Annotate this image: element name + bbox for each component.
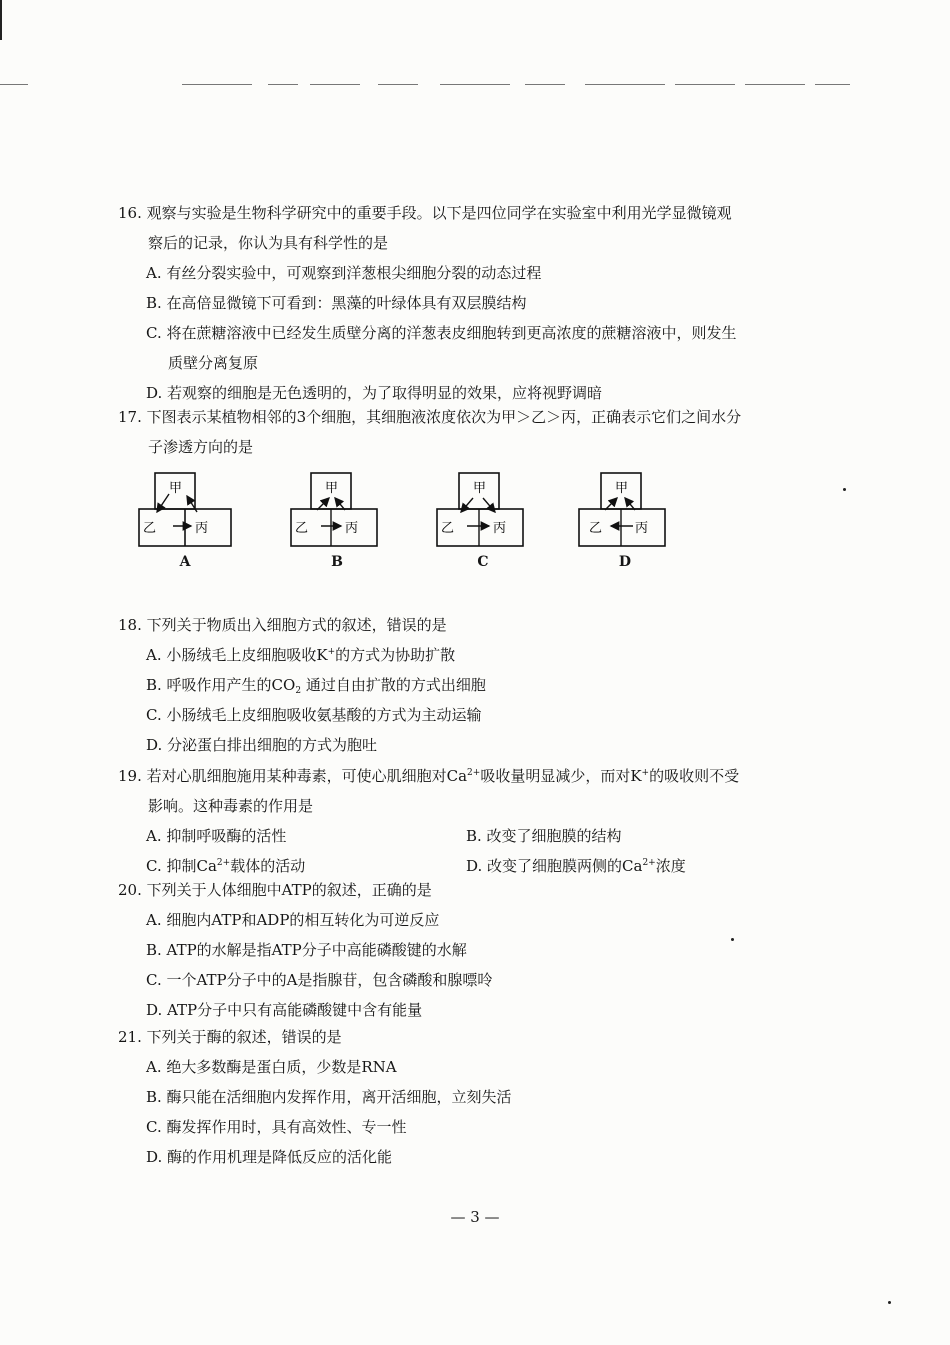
q16-option-c-line1: C. 将在蔗糖溶液中已经发生质壁分离的洋葱表皮细胞转到更高浓度的蔗糖溶液中，则发生 [146,324,737,342]
q17-stem-line2: 子渗透方向的是 [148,438,254,456]
q21-option-b: B. 酶只能在活细胞内发挥作用，离开活细胞，立刻失活 [146,1088,512,1106]
q19-options-row1 [118,821,818,851]
q16-stem-line1: 16. 观察与实验是生物科学研究中的重要手段。以下是四位同学在实验室中利用光学显微镜观 [118,204,732,222]
c-cell-bing: 丙 [493,521,507,536]
q18-b-text: B. 呼吸作用产生的CO [146,676,296,694]
question-18 [118,610,818,760]
scan-speck [731,938,734,941]
diagram-d [575,470,675,580]
b-cell-yi: 乙 [295,521,309,536]
q19-c-text: C. 抑制Ca [146,857,217,875]
q18-a-text: A. 小肠绒毛上皮细胞吸收K [146,646,328,664]
q20-option-b: B. ATP的水解是指ATP分子中高能磷酸键的水解 [146,941,467,959]
diagram-a-cells [135,470,235,550]
q21-option-a: A. 绝大多数酶是蛋白质，少数是RNA [146,1058,397,1076]
c-cell-yi: 乙 [441,521,455,536]
diagram-b-label: B [331,554,343,570]
diagram-a-label: A [179,554,191,570]
q19-stem-sup: 2+ [467,768,481,778]
a-cell-jia: 甲 [169,481,183,496]
q19-d-text-end: 浓度 [655,857,686,875]
b-cell-jia: 甲 [325,481,339,496]
q19-stem-text: 19. 若对心肌细胞施用某种毒素，可使心肌细胞对Ca [118,767,468,785]
q19-d-text: D. 改变了细胞膜两侧的Ca [466,857,643,875]
q19-c-sup: 2+ [216,858,231,868]
q21-option-c: C. 酶发挥作用时，具有高效性、专一性 [146,1118,407,1136]
page-number: — 3 — [450,1208,500,1226]
c-cell-jia: 甲 [473,481,487,496]
q18-a-text-end: 的方式为协助扩散 [335,646,456,664]
question-21 [118,1022,818,1172]
q19-d-sup: 2+ [642,858,656,868]
diagram-c-cells [433,470,533,550]
a-cell-yi: 乙 [143,521,157,536]
q18-option-c: C. 小肠绒毛上皮细胞吸收氨基酸的方式为主动运输 [146,706,482,724]
scan-speck [843,488,846,491]
q18-stem: 18. 下列关于物质出入细胞方式的叙述，错误的是 [118,616,447,634]
q17-stem-line1: 17. 下图表示某植物相邻的3个细胞，其细胞液浓度依次为甲＞乙＞丙，正确表示它们之间水分 [118,408,742,426]
q16-option-c-line2: 质壁分离复原 [168,354,259,372]
d-cell-bing: 丙 [635,521,649,536]
q19-stem-mid: 吸收量明显减少，而对K [480,767,642,785]
a-cell-bing: 丙 [195,521,209,536]
q20-stem: 20. 下列关于人体细胞中ATP的叙述，正确的是 [118,881,432,899]
diagram-c-label: C [477,554,489,570]
diagram-b-cells [287,470,387,550]
q19-option-a: A. 抑制呼吸酶的活性 [146,827,287,845]
diagram-c [433,470,533,580]
b-cell-bing: 丙 [345,521,359,536]
q19-stem-sup2: + [641,768,650,778]
q18-option-b [118,670,818,700]
q16-option-d: D. 若观察的细胞是无色透明的，为了取得明显的效果，应将视野调暗 [146,384,603,402]
question-17 [118,402,818,462]
q21-stem: 21. 下列关于酶的叙述，错误的是 [118,1028,342,1046]
q19-stem-end: 的吸收则不受 [649,767,740,785]
question-19 [118,761,818,881]
scan-speck [888,1301,891,1304]
q16-option-b: B. 在高倍显微镜下可看到：黑藻的叶绿体具有双层膜结构 [146,294,527,312]
q20-option-d: D. ATP分子中只有高能磷酸键中含有能量 [146,1001,423,1019]
q20-option-c: C. 一个ATP分子中的A是指腺苷，包含磷酸和腺嘌呤 [146,971,493,989]
diagram-d-cells [575,470,675,550]
q19-c-text-end: 载体的活动 [230,857,306,875]
q18-b-sub: 2 [295,686,302,696]
q18-a-sup: + [327,647,336,657]
question-16 [118,198,818,408]
diagram-d-label: D [618,554,632,570]
q19-stem-line1 [118,761,818,791]
d-cell-yi: 乙 [589,521,603,536]
q16-option-a: A. 有丝分裂实验中，可观察到洋葱根尖细胞分裂的动态过程 [146,264,542,282]
q17-diagrams [135,470,695,580]
q20-option-a: A. 细胞内ATP和ADP的相互转化为可逆反应 [146,911,440,929]
q16-stem-line2: 察后的记录，你认为具有科学性的是 [148,234,389,252]
q21-option-d: D. 酶的作用机理是降低反应的活化能 [146,1148,393,1166]
q19-stem-line2: 影响。这种毒素的作用是 [148,797,314,815]
d-cell-jia: 甲 [615,481,629,496]
q18-option-a [118,640,818,670]
q18-b-text-end: 通过自由扩散的方式出细胞 [301,676,486,694]
scan-edge-line [0,0,2,40]
q18-option-d: D. 分泌蛋白排出细胞的方式为胞吐 [146,736,378,754]
question-20 [118,875,818,1025]
q19-option-b: B. 改变了细胞膜的结构 [466,827,622,845]
diagram-b [287,470,387,580]
header-dashed-line [0,84,950,88]
diagram-a [135,470,235,580]
